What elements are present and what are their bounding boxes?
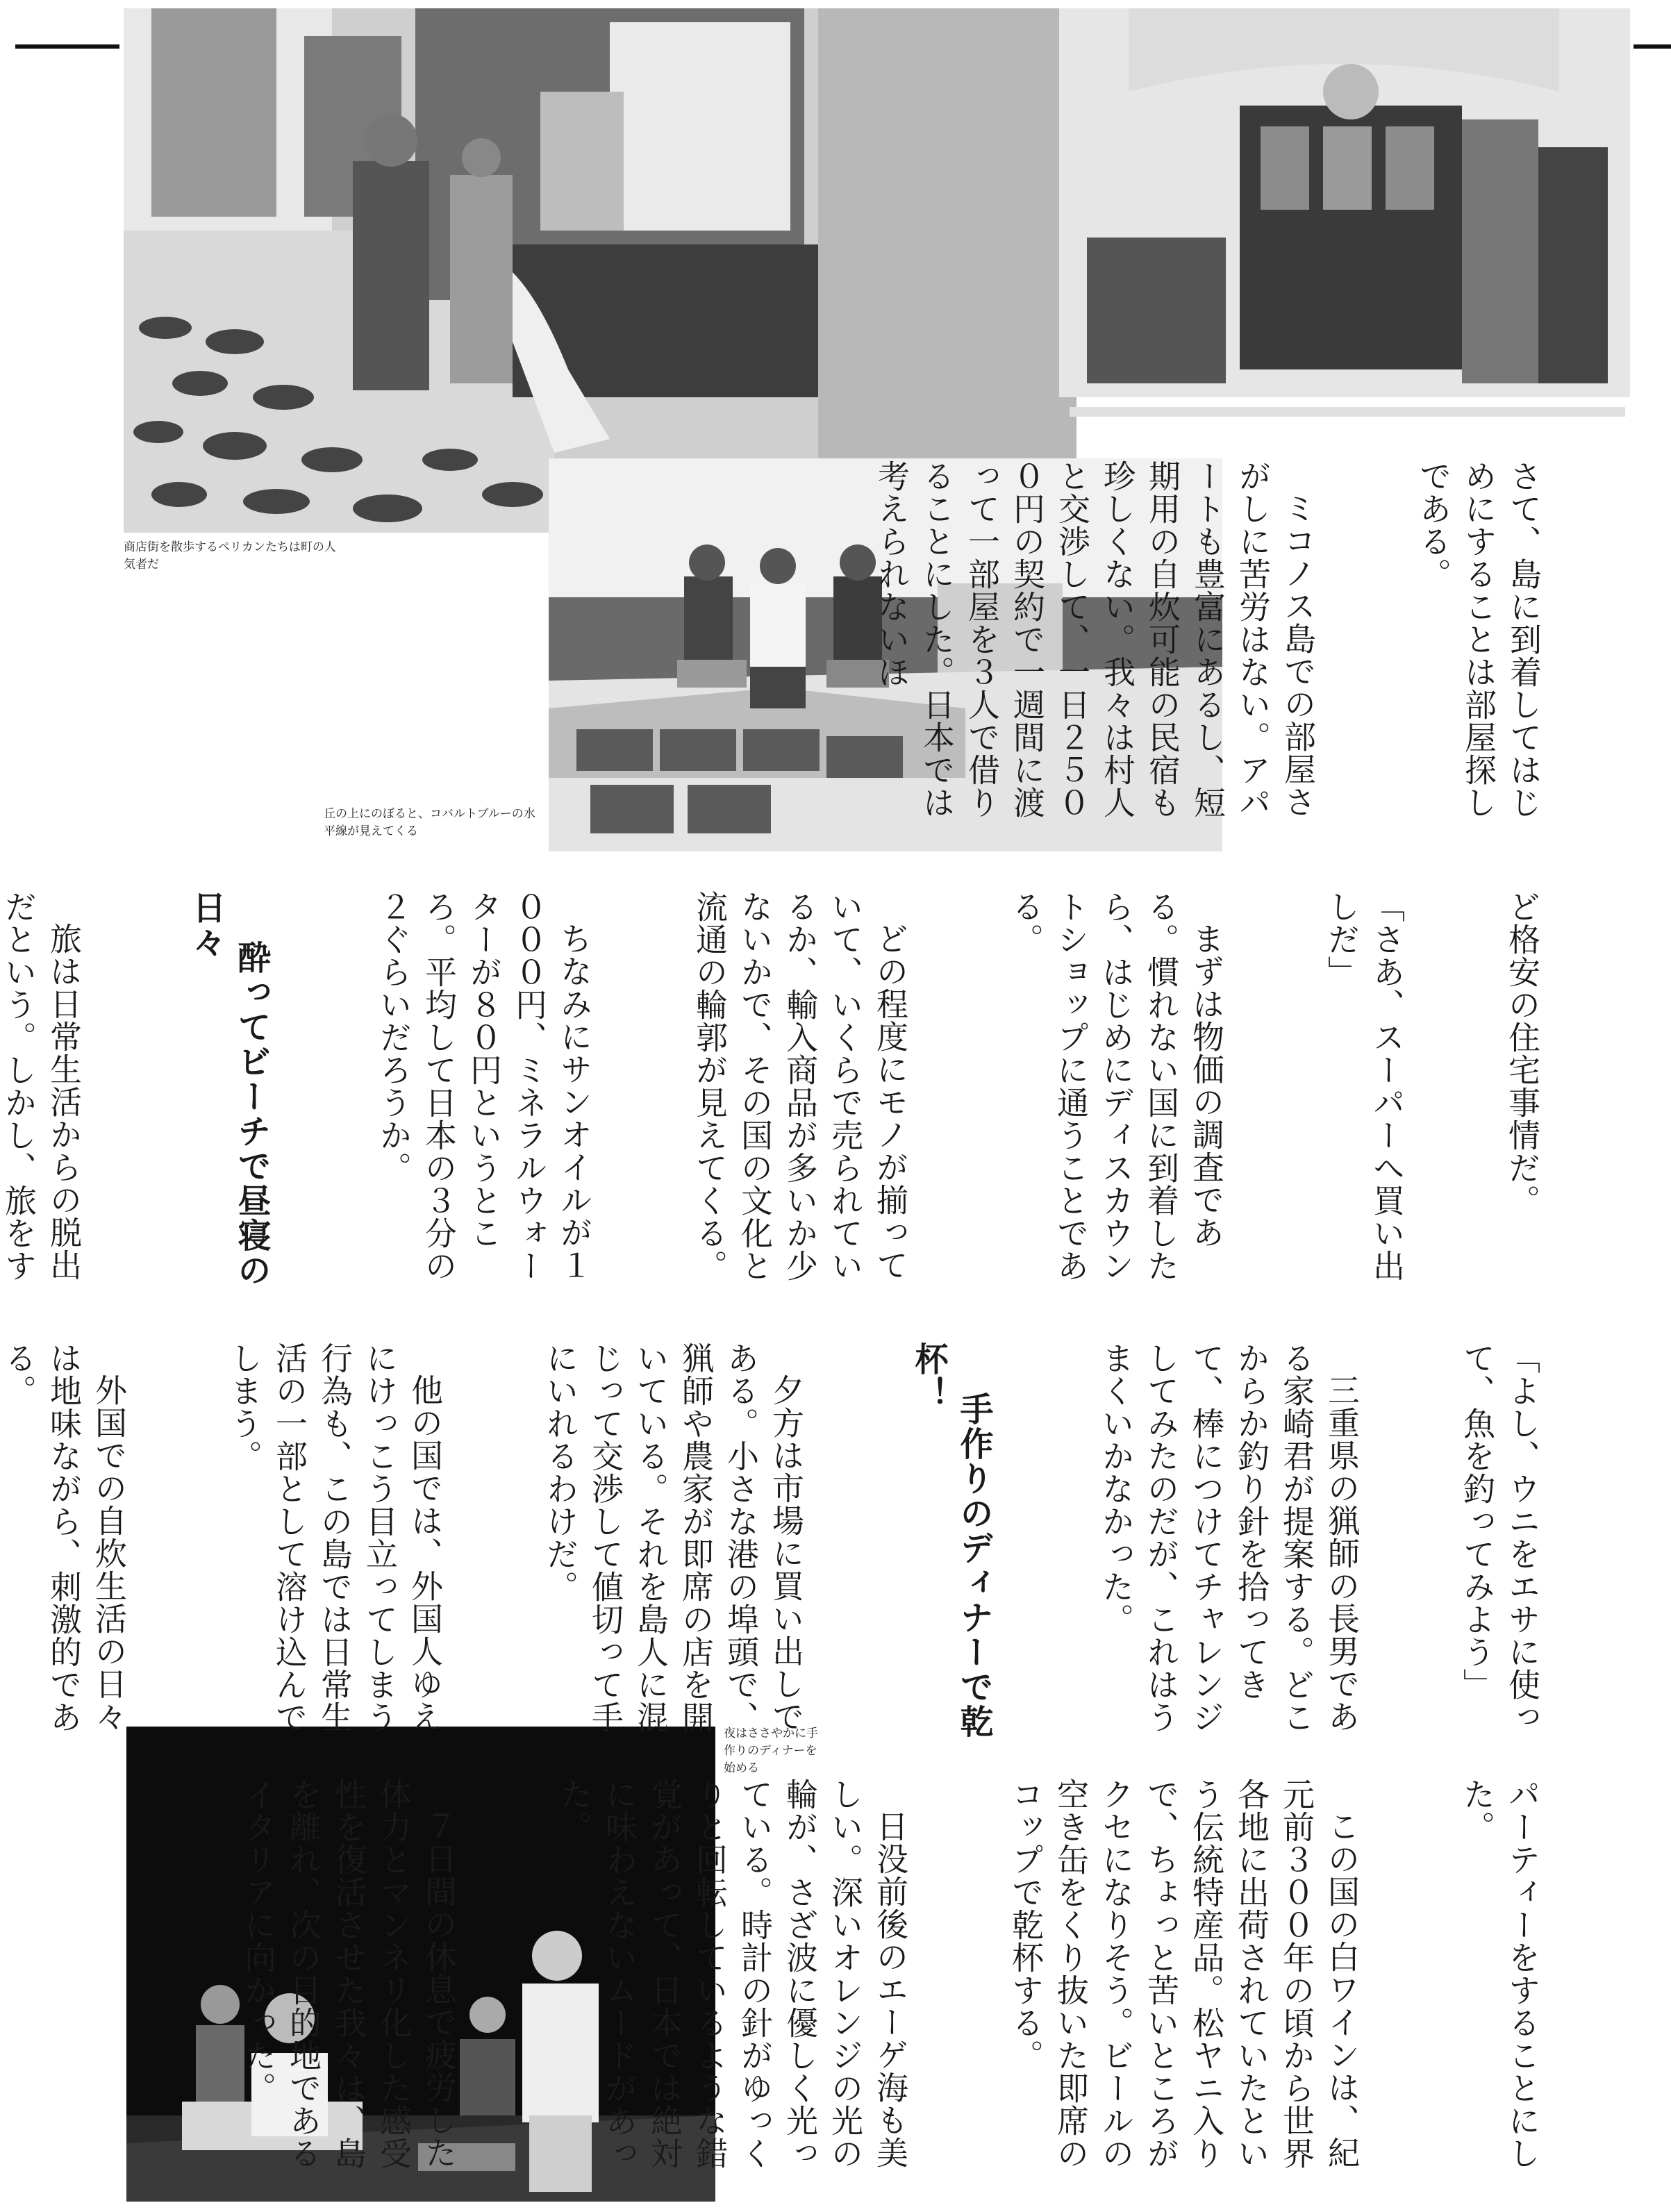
paragraph: この国の白ワインは、紀元前３００年の頃から世界各地に出荷されていたという伝統特産品。松ヤニ入りで、ちょっと苦いところがクセになりそう。ビールの空き缶をくり抜いた即席のコップで乾杯する。: [1007, 1778, 1361, 2170]
text-column-1: [873, 460, 1636, 849]
heading-dinner: 手作りのディナーで乾杯！: [909, 1342, 993, 1739]
paragraph: 他の国では、外国人ゆえにけっこう目立ってしまう行為も、この島では日常生活の一部として溶け込んでしまう。: [226, 1342, 444, 1733]
caption-night: 夜はささやかに手作りのディナーを始める: [724, 1727, 818, 1775]
top-rule-left: [15, 44, 119, 49]
caption-pelican: 商店街を散歩するペリカンたちは町の人気者だ: [124, 540, 336, 572]
photo-pelican-street: [124, 8, 1076, 533]
paragraph: 外国での自炊生活の日々は地味ながら、刺激的である。: [0, 1342, 128, 1733]
caption-hill: 丘の上にのぼると、コバルトブルーの水平線が見えてくる: [324, 807, 535, 838]
paragraph: 「よし、ウニをエサに使って、魚を釣ってみよう」: [1458, 1342, 1541, 1733]
paragraph: ちなみにサンオイルが１０００円、ミネラルウォーターが８０円というところ。平均して日本の３分の２ぐらいだろうか。: [375, 890, 593, 1282]
paragraph: さて、島に到着してはじめにすることは部屋探しである。: [1415, 460, 1543, 819]
paragraph: 「さあ、スーパーへ買い出しだ」: [1323, 890, 1406, 1282]
top-rule-right: [1633, 44, 1671, 49]
text-column-4: [240, 1778, 1635, 2195]
paragraph: ７日間の休息で疲労した体力とマンネリ化した感受性を復活させた我々は、島を離れ、次の目的地であるイタリアに向かった。: [240, 1778, 458, 2170]
paragraph: パーティーをすることにした。: [1458, 1778, 1541, 2170]
text-column-3: [0, 1342, 1635, 1758]
paragraph: 旅は日常生活からの脱出だという。しかし、旅をす: [0, 890, 83, 1282]
text-column-2: [0, 890, 1635, 1307]
heading-beach: 酔ってビーチで昼寝の日々: [187, 890, 271, 1288]
paragraph: どの程度にモノが揃っていて、いくらで売られているか、輸入商品が多いか少ないかで、その国の文化と流通の輪郭が見えてくる。: [691, 890, 909, 1282]
paragraph: 日没前後のエーゲ海も美しい。深いオレンジの光の輪が、さざ波に優しく光っている。時計の針がゆっくりと回転しているような錯覚があって、日本では絶対に味わえないムードがあった。: [556, 1778, 909, 2170]
paragraph: ミコノス島での部屋さがしに苦労はない。アパートも豊富にあるし、短期用の自炊可能の民宿も珍しくない。我々は村人と交渉して、一日２５００円の契約で一週間に渡って一部屋を３人で借りることにした。日本では考えられないほ: [873, 460, 1317, 819]
photo-church-interior: [1059, 8, 1630, 397]
background-bleed-text: [1070, 407, 1625, 417]
paragraph: 夕方は市場に買い出しである。小さな港の埠頭で、猟師や農家が即席の店を開いている。それを島人に混じって交渉して値切って手にいれるわけだ。: [542, 1342, 805, 1733]
paragraph: ど格安の住宅事情だ。: [1504, 890, 1541, 1217]
paragraph: まずは物価の調査である。慣れない国に到着したら、はじめにディスカウントショップに通うことである。: [1007, 890, 1225, 1282]
paragraph: 三重県の猟師の長男である家崎君が提案する。どこからか釣り針を拾ってきて、棒につけてチャレンジしてみたのだが、これはうまくいかなかった。: [1097, 1342, 1361, 1733]
